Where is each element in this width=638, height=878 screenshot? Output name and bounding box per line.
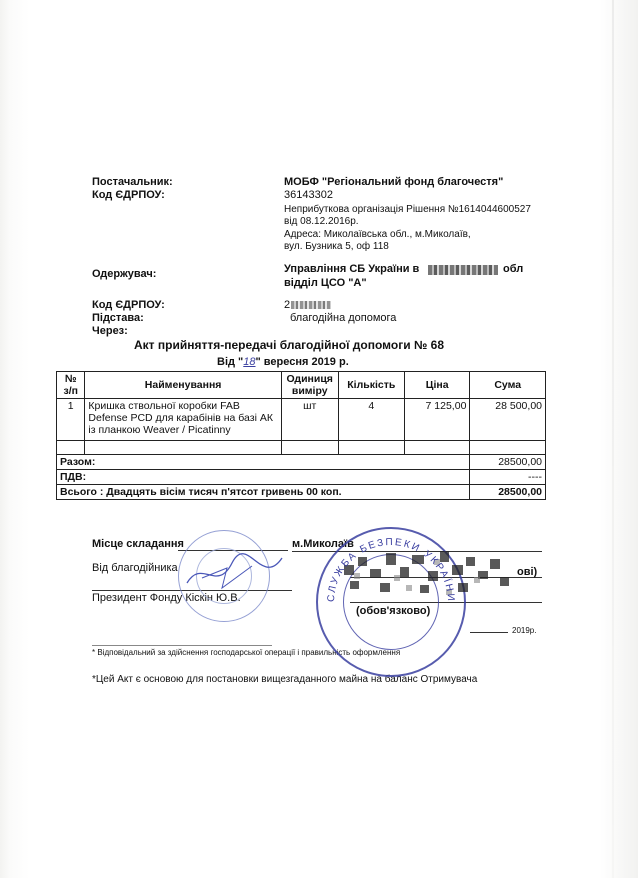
footnote-responsible: * Відповідальний за здійснення господарської операції і правильність оформлення — [92, 648, 401, 657]
grand-total-row — [57, 485, 546, 500]
total-row — [57, 455, 546, 470]
paper-crease — [612, 0, 614, 878]
sbu-seal-text — [316, 527, 466, 677]
svg-text:СЛУЖБА БЕЗПЕКИ УКРАЇНИ — [326, 537, 456, 603]
basis-value: благодійна допомога — [290, 312, 397, 324]
table-row-empty — [57, 441, 546, 455]
basis-label: Підстава: — [92, 312, 144, 324]
table-row — [57, 399, 546, 441]
date-suffix: " вересня 2019 р. — [255, 356, 349, 368]
cell-name: Кришка ствольної коробки FAB Defense PCD для карабінів на базі АК із планкою Weaver / Picatinny — [85, 399, 281, 441]
fund-signature — [182, 548, 292, 598]
act-title: Акт прийняття-передачі благодійної допомоги № 68 — [134, 338, 444, 352]
mandatory-note: (обов'язково) — [356, 605, 431, 617]
cell-unit: шт — [281, 399, 338, 441]
nonprofit-line: Неприбуткова організація Рішення №1614044600527 — [284, 204, 531, 215]
date-prefix: Від " — [217, 356, 244, 368]
recipient-value-line1: Управління СБ України в — [284, 263, 420, 275]
supplier-label: Постачальник: — [92, 176, 173, 188]
from-donor-label: Від благодійника — [92, 562, 178, 574]
cell-qty: 4 — [338, 399, 404, 441]
date-day: 18 — [243, 356, 256, 368]
year-label: 2019р. — [512, 626, 537, 635]
president-name: Президент Фонду Кіскін Ю.В. — [92, 592, 241, 604]
footnote-rule — [92, 645, 272, 646]
redacted-code — [291, 301, 331, 309]
recipient-edrpou-value: 2 — [284, 299, 291, 311]
nonprofit-date: від 08.12.2016р. — [284, 216, 359, 227]
through-label: Через: — [92, 325, 128, 337]
grand-total-value: 28500,00 — [470, 485, 546, 500]
place-label: Місце складання — [92, 538, 184, 550]
edrpou-value: 36143302 — [284, 189, 333, 201]
grand-total-label: Всього : Двадцять вісім тисяч п'ятсот гривень 00 коп. — [57, 485, 470, 500]
total-value: 28500,00 — [470, 455, 546, 470]
supplier-value: МОБФ "Регіональний фонд благочестя" — [284, 176, 504, 188]
address-line1: Адреса: Миколаївська обл., м.Миколаїв, — [284, 229, 471, 240]
col-header-qty: Кількість — [338, 372, 404, 399]
act-date — [217, 356, 349, 369]
cell-price: 7 125,00 — [404, 399, 469, 441]
recipient-tail: ові) — [517, 566, 538, 578]
col-header-price: Ціна — [404, 372, 469, 399]
address-line2: вул. Бузника 5, оф 118 — [284, 241, 389, 252]
balance-note: *Цей Акт є основою для постановки вищезгаданного майна на баланс Отримувача — [92, 674, 478, 685]
col-header-sum: Сума — [470, 372, 546, 399]
vat-value: ---- — [470, 470, 546, 485]
cell-sum: 28 500,00 — [470, 399, 546, 441]
col-header-unit: Одиниця виміру — [281, 372, 338, 399]
redacted-region — [428, 265, 498, 275]
table-header-row — [57, 372, 546, 399]
date-line — [470, 632, 508, 633]
col-header-name: Найменування — [85, 372, 281, 399]
goods-table — [56, 371, 546, 500]
recipient-value-obl: обл — [503, 263, 524, 275]
recipient-value-line2: відділ ЦСО "А" — [284, 277, 367, 289]
recipient-edrpou-label: Код ЄДРПОУ: — [92, 299, 165, 311]
cell-number: 1 — [57, 399, 85, 441]
edrpou-label: Код ЄДРПОУ: — [92, 189, 165, 201]
sbu-seal-arc-text: СЛУЖБА БЕЗПЕКИ УКРАЇНИ — [325, 536, 457, 604]
vat-row — [57, 470, 546, 485]
total-label: Разом: — [57, 455, 470, 470]
col-header-number: № з/п — [57, 372, 85, 399]
vat-label: ПДВ: — [57, 470, 470, 485]
recipient-label: Одержувач: — [92, 268, 157, 280]
place-value: м.Миколаїв — [292, 538, 354, 550]
